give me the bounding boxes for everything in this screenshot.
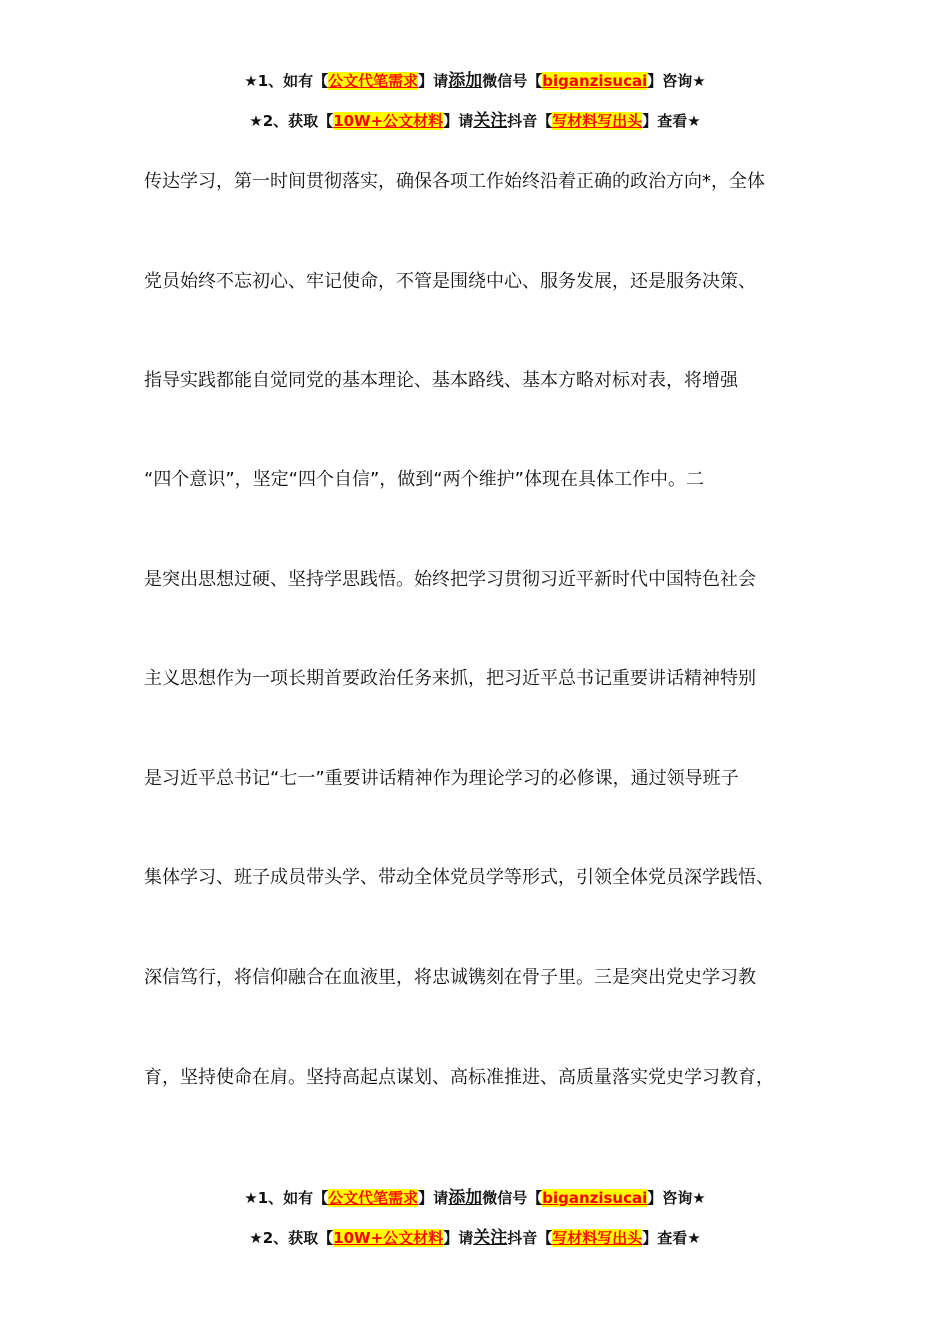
- body-line: 是突出思想过硬、坚持学思践悟。始终把学习贯彻习近平新时代中国特色社会: [144, 569, 756, 590]
- ad-text: 】请: [443, 112, 474, 130]
- highlight-douyin-account: 写材料写出头: [552, 1229, 643, 1247]
- ad-text: ★1、如有【: [244, 72, 329, 90]
- ad-text: 微信号【: [482, 72, 543, 90]
- body-line: “四个意识”，坚定“四个自信”，做到“两个维护”体现在具体工作中。二: [144, 469, 704, 490]
- emphasis-follow: 关注: [473, 1228, 508, 1248]
- footer-ad-line-1: [0, 1187, 950, 1209]
- ad-text: 抖音【: [507, 112, 553, 130]
- highlight-materials: 10W+公文材料: [333, 1229, 444, 1247]
- body-line: 集体学习、班子成员带头学、带动全体党员学等形式，引领全体党员深学践悟、: [144, 867, 774, 888]
- highlight-materials: 10W+公文材料: [333, 112, 444, 130]
- ad-text: 微信号【: [482, 1189, 543, 1207]
- ad-text: ★2、获取【: [249, 112, 334, 130]
- highlight-wechat-id: biganzisucai: [542, 1189, 648, 1207]
- ad-text: 】咨询★: [647, 1189, 706, 1207]
- ad-text: 】请: [418, 1189, 449, 1207]
- ad-text: 抖音【: [507, 1229, 553, 1247]
- highlight-douyin-account: 写材料写出头: [552, 112, 643, 130]
- ad-text: 】咨询★: [647, 72, 706, 90]
- body-line: 传达学习，第一时间贯彻落实，确保各项工作始终沿着正确的政治方向*，全体: [144, 171, 765, 192]
- emphasis-follow: 关注: [473, 111, 508, 131]
- ad-text: 】查看★: [642, 1229, 701, 1247]
- ad-text: 】请: [418, 72, 449, 90]
- highlight-ghostwriting: 公文代笔需求: [328, 72, 419, 90]
- ad-text: 】查看★: [642, 112, 701, 130]
- ad-text: ★1、如有【: [244, 1189, 329, 1207]
- ad-text: 】请: [443, 1229, 474, 1247]
- footer-ad-line-2: [0, 1227, 950, 1249]
- header-ad-line-1: [0, 70, 950, 92]
- ad-text: ★2、获取【: [249, 1229, 334, 1247]
- emphasis-add: 添加: [448, 71, 483, 91]
- body-line: 主义思想作为一项长期首要政治任务来抓，把习近平总书记重要讲话精神特别: [144, 668, 756, 689]
- body-line: 指导实践都能自觉同党的基本理论、基本路线、基本方略对标对表，将增强: [144, 370, 738, 391]
- body-line: 党员始终不忘初心、牢记使命，不管是围绕中心、服务发展，还是服务决策、: [144, 271, 756, 292]
- body-line: 深信笃行，将信仰融合在血液里，将忠诚镌刻在骨子里。三是突出党史学习教: [144, 967, 756, 988]
- body-line: 育，坚持使命在肩。坚持高起点谋划、高标准推进、高质量落实党史学习教育，: [144, 1067, 774, 1088]
- highlight-wechat-id: biganzisucai: [542, 72, 648, 90]
- body-line: 是习近平总书记“七一”重要讲话精神作为理论学习的必修课，通过领导班子: [144, 768, 739, 789]
- highlight-ghostwriting: 公文代笔需求: [328, 1189, 419, 1207]
- emphasis-add: 添加: [448, 1188, 483, 1208]
- header-ad-line-2: [0, 110, 950, 132]
